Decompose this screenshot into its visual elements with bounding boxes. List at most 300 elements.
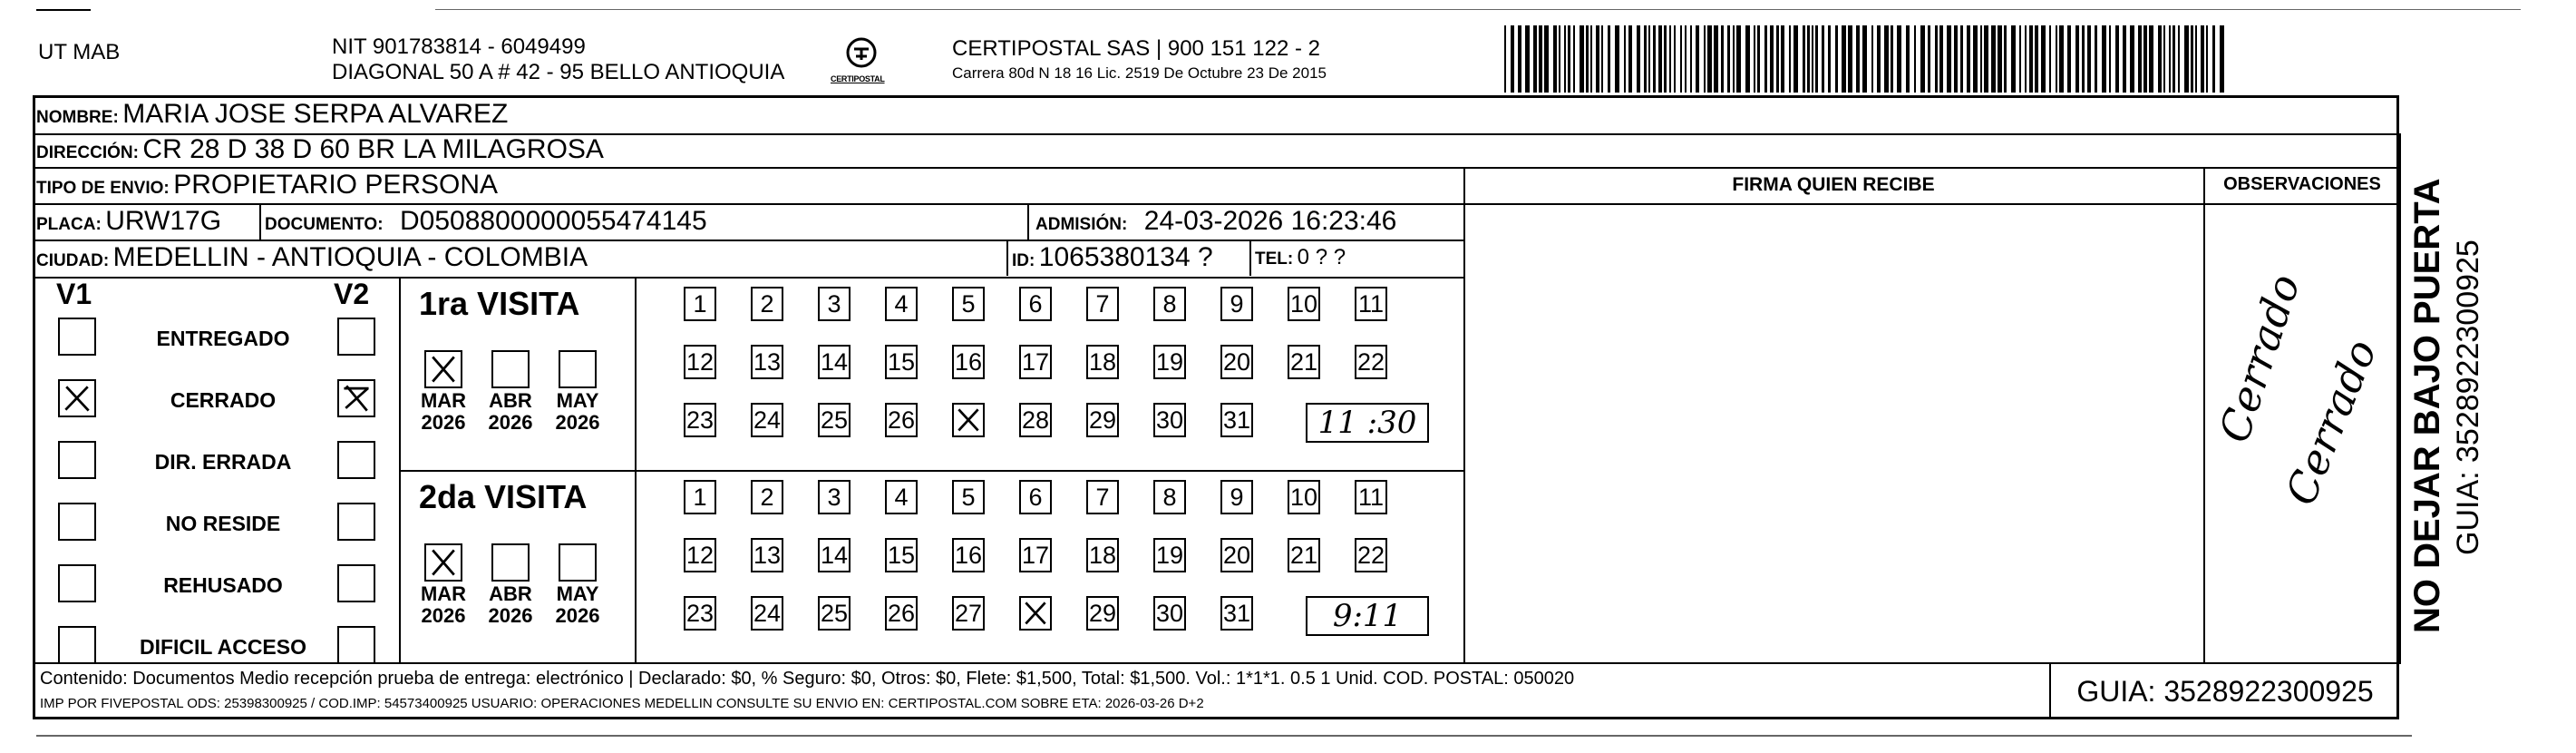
barcode-bar: [1991, 25, 1996, 93]
barcode-bar: [2201, 25, 2204, 93]
month-label: ABR: [489, 582, 532, 605]
v2-header: V2: [334, 278, 370, 310]
logo-text: CERTIPOSTAL: [831, 74, 885, 83]
barcode-bar: [1615, 25, 1619, 93]
barcode-bar: [1954, 25, 1958, 93]
month-checkbox[interactable]: [559, 543, 597, 582]
ciudad-row: [36, 242, 588, 273]
day-number: 18: [1088, 348, 1117, 376]
day-box[interactable]: [1019, 480, 1052, 514]
barcode-bar: [1928, 25, 1930, 93]
barcode-bar: [2035, 25, 2038, 93]
barcode-bar: [1674, 25, 1676, 93]
direccion-row: [36, 134, 604, 165]
day-number: 7: [1095, 290, 1110, 318]
month-checkbox[interactable]: [424, 543, 462, 582]
barcode-bar: [2173, 25, 2175, 93]
barcode-bar: [1624, 25, 1626, 93]
barcode-bar: [1669, 25, 1671, 93]
barcode-bar: [1793, 25, 1798, 93]
month-label: MAY: [556, 389, 599, 412]
day-box[interactable]: [952, 403, 985, 437]
barcode-bar: [1815, 25, 1818, 93]
day-box[interactable]: [952, 287, 985, 321]
year-label: 2026: [488, 604, 533, 627]
barcode-bar: [2041, 25, 2046, 93]
barcode-bar: [1685, 25, 1687, 93]
barcode-bar: [1781, 25, 1784, 93]
day-number: 1: [693, 290, 707, 318]
day-number: 28: [1021, 406, 1050, 434]
day-box[interactable]: [684, 538, 716, 572]
day-box[interactable]: [1355, 287, 1387, 321]
day-number: 21: [1289, 348, 1318, 376]
barcode-bar: [1736, 25, 1741, 93]
day-box[interactable]: [1153, 596, 1186, 631]
day-number: 24: [753, 406, 782, 434]
day-number: 6: [1028, 290, 1043, 318]
day-number: 23: [685, 406, 714, 434]
barcode-bar: [1998, 25, 2002, 93]
bottom-section-divider: [33, 662, 2399, 664]
day-box[interactable]: [952, 345, 985, 379]
day-box[interactable]: [751, 538, 783, 572]
day-box[interactable]: [1086, 287, 1119, 321]
barcode-bar: [1518, 25, 1521, 93]
barcode-bar: [2025, 25, 2027, 93]
barcode-bar: [1601, 25, 1603, 93]
day-box[interactable]: [1153, 287, 1186, 321]
day-box[interactable]: [818, 403, 851, 437]
barcode-bar: [1707, 25, 1712, 93]
day-box[interactable]: [885, 480, 918, 514]
month-checkbox[interactable]: [424, 350, 462, 388]
row-divider: [33, 277, 1465, 279]
barcode-bar: [1568, 25, 1570, 93]
day-number: 3: [827, 484, 841, 511]
day-number: 4: [894, 290, 909, 318]
barcode-bar: [1733, 25, 1735, 93]
year-label: 2026: [555, 604, 600, 627]
day-box[interactable]: [1086, 403, 1119, 437]
day-box[interactable]: [818, 596, 851, 631]
barcode-bar: [1525, 25, 1530, 93]
day-box[interactable]: [1086, 596, 1119, 631]
day-box[interactable]: [751, 480, 783, 514]
day-number: 22: [1356, 542, 1385, 569]
day-box[interactable]: [751, 345, 783, 379]
day-number: 7: [1095, 484, 1110, 511]
day-number: 25: [820, 406, 849, 434]
day-box[interactable]: [1086, 345, 1119, 379]
barcode-bar: [1757, 25, 1760, 93]
barcode-bar: [1807, 25, 1810, 93]
day-number: 8: [1162, 290, 1177, 318]
barcode-bar: [1628, 25, 1632, 93]
admision-value: 24-03-2026 16:23:46: [1143, 206, 1397, 236]
day-box[interactable]: [684, 596, 716, 631]
firma-header: FIRMA QUIEN RECIBE: [1732, 174, 1935, 195]
ciudad-label: CIUDAD:: [36, 251, 110, 270]
barcode-bar: [1648, 25, 1650, 93]
day-box[interactable]: [751, 403, 783, 437]
barcode-bar: [2206, 25, 2208, 93]
day-box[interactable]: [1019, 403, 1052, 437]
day-number: 20: [1222, 542, 1251, 569]
tel-row: [1255, 242, 1346, 273]
barcode-bar: [1822, 25, 1824, 93]
nombre-label: NOMBRE:: [36, 108, 119, 127]
day-box[interactable]: [885, 596, 918, 631]
admision-label: ADMISIÓN:: [1035, 215, 1128, 234]
barcode-bar: [1984, 25, 1988, 93]
barcode-bar: [1664, 25, 1667, 93]
day-box[interactable]: [1220, 596, 1253, 631]
barcode-bar: [2195, 25, 2197, 93]
column-header-divider: [1463, 203, 2399, 205]
barcode-bar: [1637, 25, 1640, 93]
day-box[interactable]: [1355, 480, 1387, 514]
barcode-bar: [2056, 25, 2057, 93]
barcode: [1501, 25, 2231, 93]
day-number: 11: [1357, 484, 1385, 511]
day-number: 2: [760, 290, 774, 318]
id-value: 1065380134 ?: [1038, 242, 1213, 272]
day-number: 29: [1088, 600, 1117, 627]
day-number: 9: [1230, 484, 1244, 511]
day-number: 5: [961, 290, 976, 318]
month-checkbox[interactable]: [491, 350, 530, 388]
barcode-bar: [1856, 25, 1860, 93]
day-number: 11: [1357, 290, 1385, 318]
barcode-bar: [2220, 25, 2224, 93]
barcode-bar: [1680, 25, 1682, 93]
barcode-bar: [2178, 25, 2180, 93]
tipo-envio-value: PROPIETARIO PERSONA: [173, 170, 499, 200]
barcode-bar: [1754, 25, 1755, 93]
barcode-bar: [1764, 25, 1767, 93]
certipostal-line1: CERTIPOSTAL SAS | 900 151 122 - 2: [952, 36, 1320, 61]
day-number: 17: [1021, 542, 1050, 569]
day-box[interactable]: [818, 287, 851, 321]
barcode-bar: [1745, 25, 1750, 93]
barcode-bar: [1835, 25, 1838, 93]
barcode-bar: [1714, 25, 1718, 93]
day-number: 29: [1088, 406, 1117, 434]
barcode-bar: [1914, 25, 1916, 93]
day-number: 14: [820, 348, 849, 376]
day-box[interactable]: [1288, 345, 1320, 379]
barcode-bar: [2123, 25, 2126, 93]
day-number: 19: [1155, 348, 1184, 376]
barcode-bar: [1533, 25, 1537, 93]
barcode-bar: [1586, 25, 1589, 93]
tel-divider: [1249, 240, 1251, 276]
barcode-bar: [2184, 25, 2189, 93]
year-label: 2026: [555, 411, 600, 434]
month-checkbox[interactable]: [559, 350, 597, 388]
barcode-bar: [1658, 25, 1662, 93]
day-box[interactable]: [1355, 538, 1387, 572]
barcode-bar: [1920, 25, 1925, 93]
day-box[interactable]: [1019, 538, 1052, 572]
row-divider: [33, 167, 2399, 169]
day-number: 15: [887, 542, 916, 569]
day-box[interactable]: [1019, 596, 1052, 631]
company-name: UT MAB: [38, 40, 121, 64]
day-box[interactable]: [1086, 480, 1119, 514]
day-number: 4: [894, 484, 909, 511]
barcode-bar: [2149, 25, 2153, 93]
day-box[interactable]: [684, 287, 716, 321]
status-label: ENTREGADO: [156, 327, 290, 350]
day-number: 12: [685, 348, 714, 376]
status-label: DIFICIL ACCESO: [139, 635, 306, 659]
day-number: 30: [1155, 600, 1184, 627]
barcode-bar: [1727, 25, 1730, 93]
barcode-bar: [1770, 25, 1774, 93]
barcode-bar: [1590, 25, 1592, 93]
day-box[interactable]: [1086, 538, 1119, 572]
barcode-bar: [1608, 25, 1610, 93]
barcode-bar: [1848, 25, 1852, 93]
barcode-bar: [1828, 25, 1831, 93]
barcode-bar: [2115, 25, 2119, 93]
barcode-bar: [2087, 25, 2091, 93]
certipostal-logo: [831, 33, 889, 93]
day-box[interactable]: [885, 403, 918, 437]
day-number: 8: [1162, 484, 1177, 511]
month-label: MAY: [556, 582, 599, 605]
day-box[interactable]: [952, 538, 985, 572]
month-checkbox[interactable]: [491, 543, 530, 582]
barcode-bar: [1580, 25, 1584, 93]
day-box[interactable]: [1019, 287, 1052, 321]
day-number: 20: [1222, 348, 1251, 376]
tipo-envio-row: [36, 170, 498, 200]
day-number: 24: [753, 600, 782, 627]
nombre-value: MARIA JOSE SERPA ALVAREZ: [122, 99, 509, 129]
barcode-bar: [1553, 25, 1557, 93]
month-label: MAR: [420, 582, 467, 605]
barcode-bar: [1960, 25, 1963, 93]
day-box[interactable]: [818, 345, 851, 379]
footer-contenido: Contenido: Documentos Medio recepción prueba de entrega: electrónico | Declarado: $0, % Seguro: $0, Otros: $0, Flete: $1,500, Total: $1,500. Vol.: 1*1*1. 0.5 1 Unid. COD. POSTAL: 050020: [40, 669, 1575, 689]
admision-row: [1035, 206, 1396, 237]
barcode-bar: [2191, 25, 2193, 93]
day-number: 27: [954, 600, 983, 627]
barcode-bar: [1690, 25, 1692, 93]
day-box[interactable]: [1153, 345, 1186, 379]
barcode-bar: [1891, 25, 1893, 93]
tel-label: TEL:: [1255, 249, 1294, 269]
day-number: 16: [954, 542, 983, 569]
day-number: 13: [753, 542, 782, 569]
barcode-bar: [2102, 25, 2106, 93]
col-divider: [2399, 133, 2401, 664]
day-box[interactable]: [1355, 345, 1387, 379]
page-bottom-rule: [36, 735, 2412, 737]
status-label: NO RESIDE: [165, 512, 281, 535]
day-box[interactable]: [1220, 345, 1253, 379]
barcode-bar: [1596, 25, 1599, 93]
year-label: 2026: [488, 411, 533, 434]
barcode-bar: [2212, 25, 2215, 93]
day-number: 9: [1230, 290, 1244, 318]
barcode-bar: [2109, 25, 2111, 93]
day-number: 19: [1155, 542, 1184, 569]
day-box[interactable]: [1220, 287, 1253, 321]
barcode-bar: [2059, 25, 2064, 93]
barcode-bar: [1721, 25, 1724, 93]
placa-row: [36, 206, 221, 237]
day-box[interactable]: [1288, 538, 1320, 572]
barcode-bar: [1544, 25, 1549, 93]
nombre-row: [36, 99, 508, 130]
day-box[interactable]: [885, 345, 918, 379]
day-number: 10: [1289, 484, 1318, 511]
barcode-bar: [1653, 25, 1656, 93]
barcode-bar: [1776, 25, 1779, 93]
visit-title: 2da VISITA: [419, 478, 588, 515]
barcode-bar: [1504, 25, 1506, 93]
day-number: 16: [954, 348, 983, 376]
day-number: 30: [1155, 406, 1184, 434]
v1-header: V1: [56, 278, 92, 310]
day-box[interactable]: [885, 538, 918, 572]
documento-row: [265, 206, 707, 237]
direccion-value: CR 28 D 38 D 60 BR LA MILAGROSA: [142, 134, 604, 164]
admision-divider: [1027, 203, 1029, 240]
top-rule: [435, 9, 2521, 10]
day-box[interactable]: [952, 480, 985, 514]
barcode-bar: [1871, 25, 1873, 93]
barcode-bar: [1511, 25, 1514, 93]
side-title: NO DEJAR BAJO PUERTA: [2407, 178, 2447, 633]
day-box[interactable]: [1220, 480, 1253, 514]
barcode-bar: [2095, 25, 2097, 93]
barcode-bar: [1967, 25, 1970, 93]
barcode-bar: [2029, 25, 2033, 93]
barcode-bar: [2011, 25, 2016, 93]
day-number: 14: [820, 542, 849, 569]
barcode-bar: [1573, 25, 1575, 93]
barcode-bar: [1884, 25, 1889, 93]
barcode-bar: [1559, 25, 1560, 93]
visit-time[interactable]: 9:11: [1306, 596, 1429, 636]
day-box[interactable]: [1153, 403, 1186, 437]
barcode-bar: [1812, 25, 1813, 93]
tel-value: 0 ? ?: [1297, 245, 1346, 269]
day-number: 31: [1222, 600, 1251, 627]
day-number: 15: [887, 348, 916, 376]
ciudad-value: MEDELLIN - ANTIOQUIA - COLOMBIA: [112, 242, 588, 272]
visit-divider: [399, 470, 1465, 472]
barcode-bar: [2004, 25, 2007, 93]
day-box[interactable]: [818, 480, 851, 514]
day-number: 21: [1289, 542, 1318, 569]
day-box[interactable]: [1220, 403, 1253, 437]
visit-time[interactable]: 11 :30: [1306, 403, 1429, 443]
day-number: 31: [1222, 406, 1251, 434]
day-box[interactable]: [1220, 538, 1253, 572]
barcode-bar: [2067, 25, 2071, 93]
tipo-envio-label: TIPO DE ENVIO:: [36, 179, 170, 198]
documento-value: D0508800000055474145: [400, 206, 707, 236]
id-row: [1012, 242, 1213, 273]
id-divider: [1006, 240, 1008, 276]
barcode-bar: [1539, 25, 1542, 93]
day-box[interactable]: [1019, 345, 1052, 379]
placa-divider: [259, 203, 261, 240]
day-box[interactable]: [952, 596, 985, 631]
day-box[interactable]: [1288, 480, 1320, 514]
day-number: 5: [961, 484, 976, 511]
barcode-bar: [1862, 25, 1867, 93]
status-label: REHUSADO: [163, 573, 283, 597]
barcode-bar: [1973, 25, 1978, 93]
col-divider: [2203, 167, 2205, 662]
barcode-bar: [2019, 25, 2021, 93]
day-number: 6: [1028, 484, 1043, 511]
barcode-bar: [1696, 25, 1699, 93]
day-box[interactable]: [1153, 480, 1186, 514]
barcode-bar: [1877, 25, 1881, 93]
day-number: 22: [1356, 348, 1385, 376]
observaciones-handwriting: Cerrado: [2209, 268, 2310, 448]
top-rule: [36, 9, 91, 11]
day-box[interactable]: [1288, 287, 1320, 321]
barcode-bar: [1644, 25, 1647, 93]
barcode-bar: [2138, 25, 2142, 93]
barcode-bar: [1842, 25, 1846, 93]
day-number: 17: [1021, 348, 1050, 376]
day-box[interactable]: [818, 538, 851, 572]
day-box[interactable]: [684, 480, 716, 514]
day-number: 2: [760, 484, 774, 511]
barcode-bar: [1947, 25, 1951, 93]
company-address: DIAGONAL 50 A # 42 - 95 BELLO ANTIOQUIA: [332, 60, 785, 84]
barcode-bar: [1980, 25, 1982, 93]
day-box[interactable]: [1153, 538, 1186, 572]
observaciones-handwriting: Cerrado: [2275, 332, 2386, 512]
day-number: 25: [820, 600, 849, 627]
status-label: DIR. ERRADA: [154, 450, 292, 474]
day-box[interactable]: [751, 596, 783, 631]
day-box[interactable]: [684, 345, 716, 379]
barcode-bar: [2130, 25, 2134, 93]
barcode-bar: [2163, 25, 2165, 93]
barcode-bar: [2158, 25, 2162, 93]
day-box[interactable]: [684, 403, 716, 437]
day-box[interactable]: [751, 287, 783, 321]
barcode-bar: [2075, 25, 2079, 93]
day-number: 1: [693, 484, 707, 511]
placa-value: URW17G: [105, 206, 222, 236]
barcode-bar: [1803, 25, 1805, 93]
documento-label: DOCUMENTO:: [265, 215, 384, 234]
placa-label: PLACA:: [36, 215, 102, 234]
barcode-bar: [2169, 25, 2171, 93]
day-number: 23: [685, 600, 714, 627]
day-number: 18: [1088, 542, 1117, 569]
barcode-bar: [1704, 25, 1706, 93]
year-label: 2026: [421, 604, 466, 627]
day-box[interactable]: [885, 287, 918, 321]
visit-title: 1ra VISITA: [419, 285, 580, 322]
barcode-bar: [2082, 25, 2085, 93]
status-label: CERRADO: [170, 388, 277, 412]
